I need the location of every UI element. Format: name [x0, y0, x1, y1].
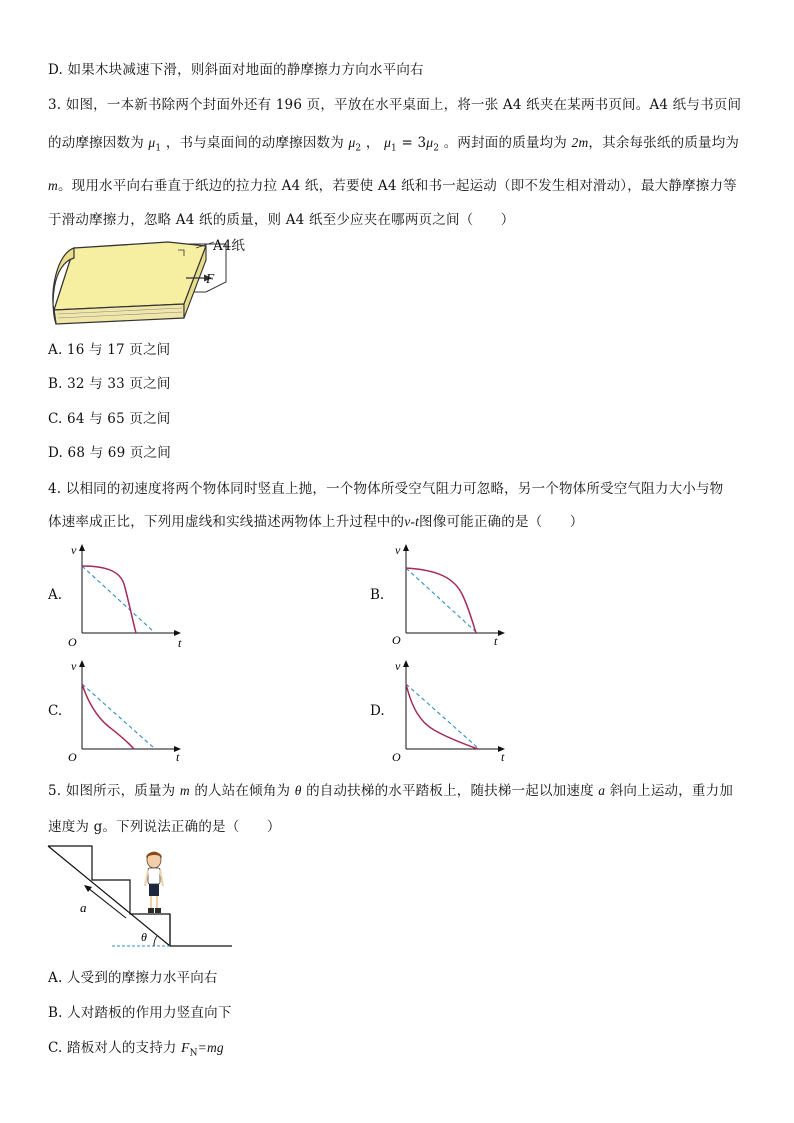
q4-stem-line2: [48, 510, 583, 530]
relation-mu1: μ: [384, 135, 392, 150]
cover-mass: 2m: [571, 135, 589, 150]
force-label: F: [206, 271, 215, 286]
q4-option-d: D.: [370, 703, 385, 719]
graph-a-dashed-line: [82, 566, 154, 632]
normal-force-subscript: N: [189, 1048, 198, 1059]
q5-option-c: [48, 1036, 224, 1059]
prev-question-option-d: D. 如果木块减速下滑，则斜面对地面的静摩擦力方向水平向右: [48, 62, 424, 78]
mu2-symbol: μ: [348, 135, 356, 150]
graph-b: [388, 540, 518, 650]
q3-stem-line1: 3. 如图，一本新书除两个封面外还有 196 页，平放在水平桌面上，将一张 A4 纸夹在某两书页间。A4 纸与书页间: [48, 97, 742, 113]
graph-c: [64, 656, 194, 766]
graph-b-origin: O: [392, 633, 401, 647]
graph-b-v-arrow: [403, 544, 409, 551]
graph-d-t-label: t: [501, 750, 505, 764]
graph-a: [64, 540, 194, 650]
graph-a-v-arrow: [79, 544, 85, 551]
graph-a-v-label: v: [71, 543, 77, 557]
a4-paper-label: A4纸: [213, 238, 245, 254]
q4-option-c: C.: [48, 703, 63, 719]
q5-option-c-text: C. 踏板对人的支持力: [48, 1040, 182, 1056]
q3-stem-line3: [48, 174, 737, 194]
mu1-symbol: μ: [148, 135, 156, 150]
graph-c-solid-curve: [82, 684, 134, 749]
q5-text: 的自动扶梯的水平踏板上，随扶梯一起以加速度: [306, 783, 594, 799]
relation-mu2: μ: [426, 135, 434, 150]
graph-d-v-label: v: [395, 659, 401, 673]
graph-c-t-label: t: [176, 750, 180, 764]
acceleration-symbol: a: [598, 783, 606, 798]
acceleration-arrow-line: [88, 888, 126, 918]
normal-force-symbol: F: [181, 1040, 190, 1055]
q4-text: 体速率成正比，下列用虚线和实线描述两物体上升过程中的: [48, 514, 405, 530]
q3-option-a: A. 16 与 17 页之间: [48, 342, 171, 358]
q3-text: 。现用水平向右垂直于纸边的拉力拉 A4 纸，若要使 A4 纸和书一起运动（即不发生相对滑动），最大静摩擦力等: [57, 178, 737, 194]
mu2-subscript: 2: [355, 143, 362, 154]
relation-mu1-sub: 1: [391, 143, 397, 154]
q3-text: ，: [365, 135, 380, 151]
graph-d-origin: O: [392, 750, 401, 764]
q3-stem-line2: [48, 131, 739, 154]
theta-symbol: θ: [294, 783, 302, 798]
q5-text: 斜向上运动，重力加: [609, 783, 734, 799]
q4-option-a: A.: [48, 587, 63, 603]
graph-a-origin: O: [68, 635, 77, 649]
acceleration-arrow-head: [84, 885, 92, 892]
q5-text: 的人站在倾角为: [194, 783, 291, 799]
vt-label: v-t: [404, 514, 420, 529]
graph-c-dashed-line: [82, 684, 154, 748]
q3-option-b: B. 32 与 33 页之间: [48, 376, 171, 392]
q4-text: 图像可能正确的是（ ）: [419, 514, 584, 530]
graph-c-v-arrow: [79, 660, 85, 667]
normal-force-equation: =mg: [197, 1040, 224, 1055]
q5-stem-line2: 速度为 g。下列说法正确的是（ ）: [48, 819, 281, 835]
escalator-figure: [46, 842, 236, 954]
q3-text: ，其余每张纸的质量均为: [588, 135, 740, 151]
person-figure: [145, 852, 163, 913]
graph-b-v-label: v: [395, 543, 401, 557]
page-mass: m: [48, 178, 58, 193]
relation-equals: = 3: [396, 135, 427, 151]
graph-b-t-label: t: [494, 634, 498, 648]
q5-option-b: B. 人对踏板的作用力竖直向下: [48, 1005, 232, 1021]
q3-text: 。两封面的质量均为: [443, 135, 568, 151]
graph-d-dashed-line: [406, 684, 478, 748]
q5-option-a: A. 人受到的摩擦力水平向右: [48, 970, 218, 986]
graph-a-solid-curve: [82, 566, 136, 633]
graph-c-v-label: v: [71, 659, 77, 673]
acceleration-label: a: [80, 900, 87, 915]
graph-d-v-arrow: [403, 660, 409, 667]
q4-stem-line1: 4. 以相同的初速度将两个物体同时竖直上抛，一个物体所受空气阻力可忽略，另一个物体所受空气阻力大小与物: [48, 481, 724, 497]
graph-c-origin: O: [68, 750, 77, 764]
q3-text: 的动摩擦因数为: [48, 135, 144, 151]
theta-label: θ: [141, 930, 147, 944]
q3-option-c: C. 64 与 65 页之间: [48, 411, 171, 427]
graph-b-t-arrow: [498, 630, 505, 636]
q3-option-d: D. 68 与 69 页之间: [48, 445, 171, 461]
q5-text: 5. 如图所示，质量为: [48, 783, 176, 799]
graph-d: [388, 656, 518, 766]
escalator-steps: [48, 846, 232, 946]
relation-mu2-sub: 2: [433, 143, 440, 154]
theta-arc: [154, 936, 157, 946]
q3-stem-line4: 于滑动摩擦力，忽略 A4 纸的质量，则 A4 纸至少应夹在哪两页之间（ ）: [48, 212, 515, 228]
q5-stem-line1: [48, 779, 733, 799]
q4-option-b: B.: [370, 587, 385, 603]
q3-text: ，书与桌面间的动摩擦因数为: [165, 135, 344, 151]
book-cover-top: [54, 242, 206, 310]
graph-a-t-label: t: [178, 636, 182, 650]
mu1-subscript: 1: [155, 143, 162, 154]
mass-symbol: m: [179, 783, 190, 798]
